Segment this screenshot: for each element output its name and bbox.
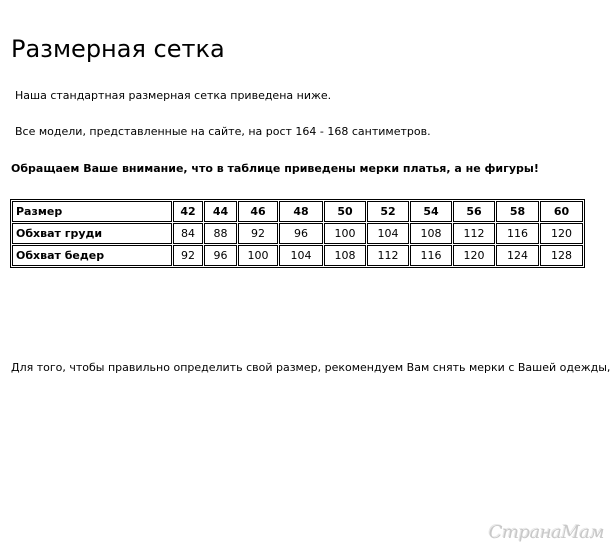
size-cell: 56 [453,201,495,222]
attention-text: Обращаем Ваше внимание, что в таблице приведены мерки платья, а не фигуры! [11,162,539,175]
bust-cell: 104 [367,223,409,244]
table-row-bust [12,223,583,244]
hips-cell: 120 [453,245,495,266]
bust-cell: 112 [453,223,495,244]
hips-cell: 128 [540,245,583,266]
page-title: Размерная сетка [11,35,225,63]
bust-cell: 84 [173,223,203,244]
hips-cell: 96 [204,245,237,266]
intro-text: Наша стандартная размерная сетка приведена ниже. [15,89,332,102]
size-cell: 42 [173,201,203,222]
bust-cell: 92 [238,223,278,244]
size-cell: 50 [324,201,366,222]
hips-cell: 116 [410,245,452,266]
bust-cell: 108 [410,223,452,244]
size-cell: 44 [204,201,237,222]
models-note-text: Все модели, представленные на сайте, на рост 164 - 168 сантиметров. [15,125,431,138]
bust-cell: 100 [324,223,366,244]
size-table [10,199,585,268]
bust-cell: 116 [496,223,539,244]
hips-cell: 124 [496,245,539,266]
hips-cell: 92 [173,245,203,266]
hips-cell: 112 [367,245,409,266]
hips-cell: 104 [279,245,323,266]
table-row-size [12,201,583,222]
site-watermark: СтранаМам [488,522,604,543]
bust-cell: 96 [279,223,323,244]
size-cell: 54 [410,201,452,222]
bust-cell: 88 [204,223,237,244]
size-cell: 46 [238,201,278,222]
hips-cell: 108 [324,245,366,266]
size-cell: 60 [540,201,583,222]
row-label-bust: Обхват груди [12,223,172,244]
row-label-hips: Обхват бедер [12,245,172,266]
size-cell: 52 [367,201,409,222]
row-label-size: Размер [12,201,172,222]
advice-text: Для того, чтобы правильно определить свой размер, рекомендуем Вам снять мерки с Вашей одежды, [11,361,610,374]
table-row-hips [12,245,583,266]
hips-cell: 100 [238,245,278,266]
size-cell: 58 [496,201,539,222]
bust-cell: 120 [540,223,583,244]
size-cell: 48 [279,201,323,222]
